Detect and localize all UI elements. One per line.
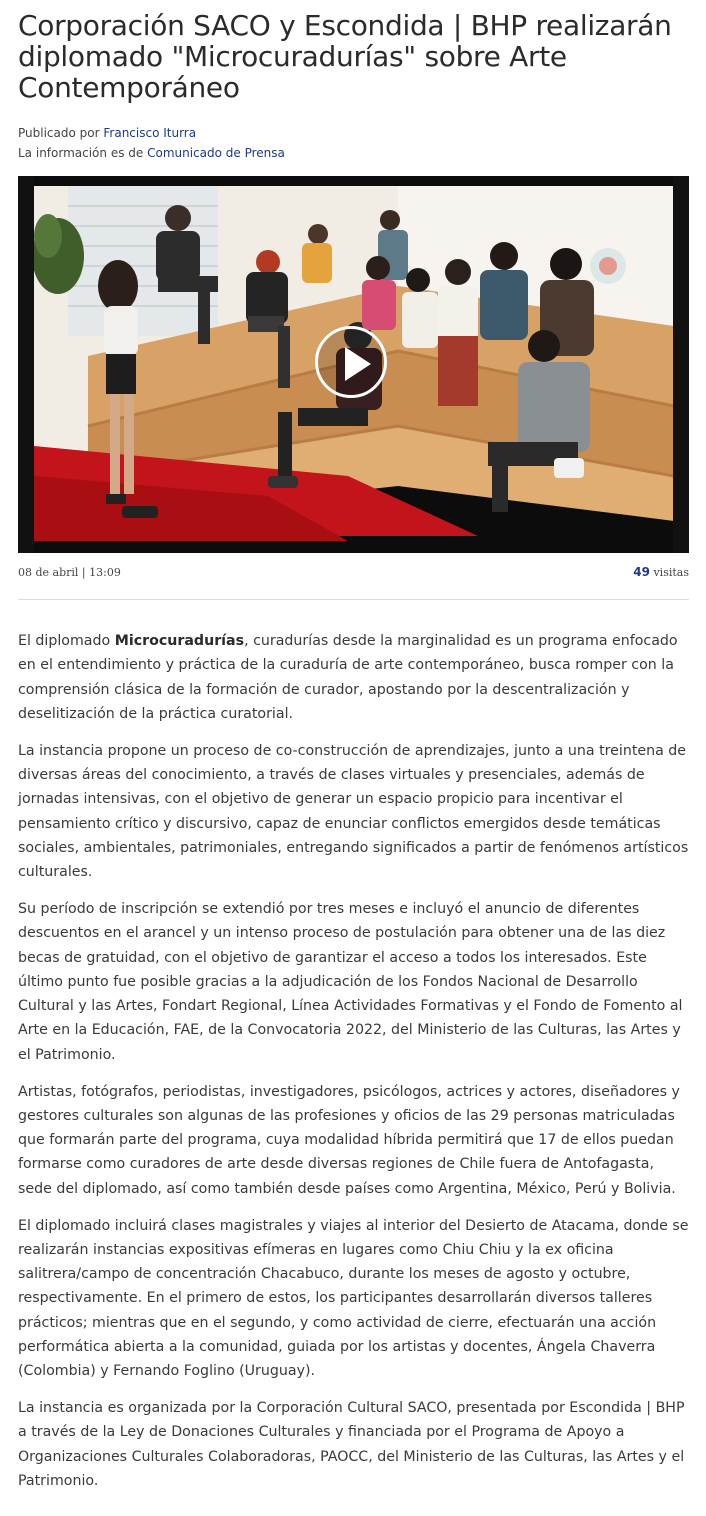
p1-start: El diplomado: [18, 633, 111, 649]
source-link[interactable]: Comunicado de Prensa: [147, 146, 285, 160]
paragraph-5: El diplomado incluirá clases magistrales y viajes al interior del Desierto de Atacama, donde se realizarán instancias expositivas efímeras en lugares como Chiu Chiu y la ex oficina salitrera/campo de concentración Chacabuco, durante los meses de agosto y octubre, respectivamente. En el primero de estos, los participantes desarrollarán diversos talleres prácticos; mientras que en el segundo, y como actividad de cierre, efectuarán una acción performática abierta a la comunidad, guiada por los artistas y docentes, Ángela Chaverra (Colombia) y Fernando Foglino (Uruguay).: [18, 1217, 689, 1380]
author-line: [18, 126, 196, 140]
visits-counter: [633, 565, 689, 579]
visits-count: 49: [633, 565, 650, 579]
paragraph-3: Su período de inscripción se extendió por tres meses e incluyó el anuncio de diferentes descuentos en el arancel y un intenso proceso de postulación para obtener una de las diez becas de gratuidad, con el objetivo de garantizar el acceso a todos los interesados. Este último punto fue posible gracias a la adjudicación de los Fondos Nacional de Desarrollo Cultural y las Artes, Fondart Regional, Línea Actividades Formativas y el Fondo de Fomento al Arte en la Educación, FAE, de la Convocatoria 2022, del Ministerio de las Culturas, las Artes y el Patrimonio.: [18, 900, 683, 1063]
page-title: Corporación SACO y Escondida | BHP realizarán diplomado "Microcuradurías" sobre Arte Contemporáneo: [18, 9, 672, 104]
p1-rest: , curadurías desde la marginalidad es un programa enfocado en el entendimiento y práctica de la curaduría de arte contemporáneo, busca romper con la comprensión clásica de la formación de curador, apostando por la descentralización y deselitización de la práctica curatorial.: [18, 633, 678, 722]
program-name: Microcuradurías: [114, 633, 245, 649]
paragraph-4: Artistas, fotógrafos, periodistas, investigadores, psicólogos, actrices y actores, diseñadores y gestores culturales son algunas de las profesiones y oficios de las 29 personas matriculadas que formarán parte del programa, cuya modalidad híbrida permitirá que 17 de ellos puedan formarse como curadores de arte desde diversas regiones de Chile fuera de Antofagasta, sede del diplomado, así como también desde países como Argentina, México, Perú y Bolivia.: [18, 1083, 680, 1197]
published-by-label: Publicado por: [18, 126, 100, 140]
divider: [18, 599, 689, 600]
paragraph-2: La instancia propone un proceso de co-construcción de aprendizajes, junto a una treintena de diversas áreas del conocimiento, a través de clases virtuales y presenciales, además de jornadas intensivas, con el objetivo de generar un espacio propicio para incentivar el pensamiento crítico y discursivo, capaz de enunciar conflictos emergidos desde temáticas sociales, ambientales, patrimoniales, entregando significados a partir de fenómenos artísticos culturales.: [18, 742, 689, 881]
visits-label: visitas: [653, 566, 689, 579]
video-player[interactable]: [18, 176, 689, 553]
source-label: La información es de: [18, 146, 144, 160]
article-body: [18, 629, 690, 1506]
play-button[interactable]: [315, 326, 387, 398]
play-icon: [345, 347, 371, 381]
author-link[interactable]: Francisco Iturra: [103, 126, 197, 140]
publish-date: 08 de abril | 13:09: [18, 566, 121, 579]
paragraph-6: La instancia es organizada por la Corporación Cultural SACO, presentada por Escondida | BHP a través de la Ley de Donaciones Culturales y financiada por el Programa de Apoyo a Organizaciones Culturales Colaboradoras, PAOCC, del Ministerio de las Culturas, las Artes y el Patrimonio.: [18, 1400, 685, 1489]
source-line: [18, 146, 285, 160]
paragraph-1: [18, 629, 690, 726]
